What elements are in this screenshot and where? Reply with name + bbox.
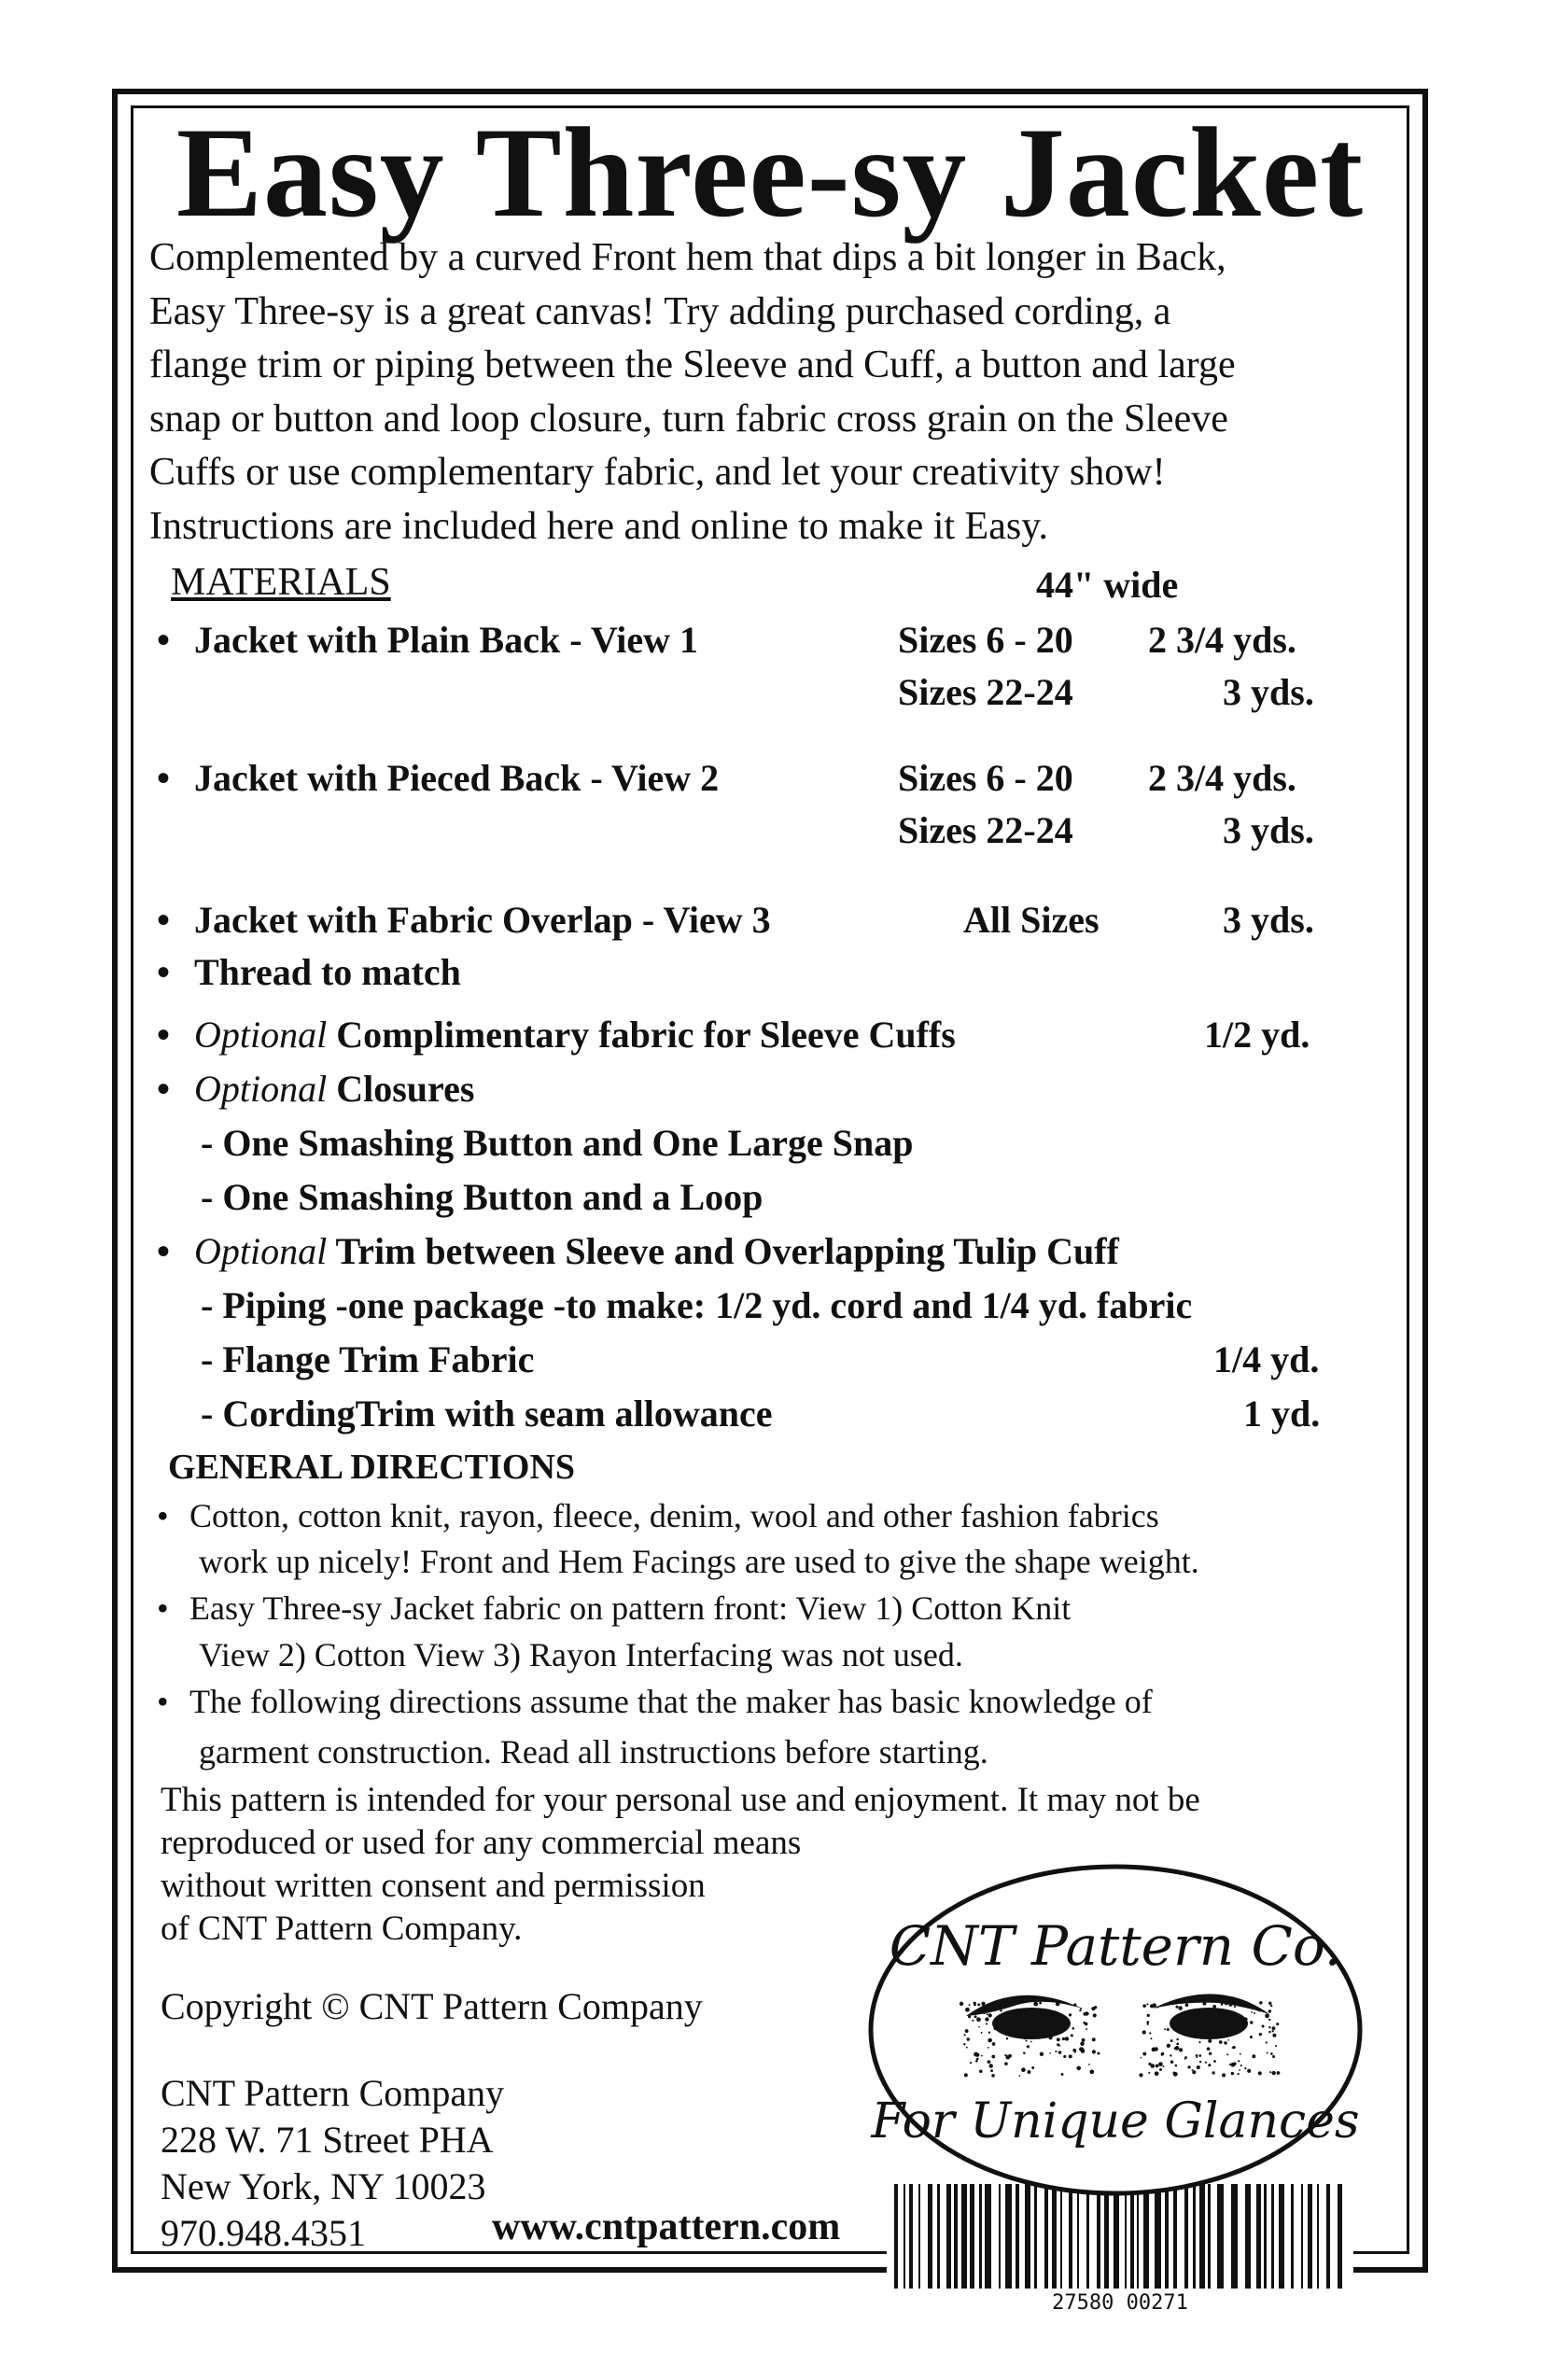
- address-line: 228 W. 71 Street PHA: [161, 2119, 494, 2161]
- intro-line: Easy Three-sy is a great canvas! Try adding purchased cording, a: [149, 289, 1171, 333]
- copyright-line: Copyright © CNT Pattern Company: [161, 1985, 703, 2027]
- logo-top-text: CNT Pattern Co.: [889, 1914, 1342, 1978]
- view2-qty-b: 3 yds.: [1223, 809, 1314, 851]
- general-bullet-3-line-2: garment construction. Read all instructions before starting.: [199, 1733, 988, 1771]
- trim-flange: - Flange Trim Fabric: [201, 1338, 535, 1380]
- notice-line: reproduced or used for any commercial means: [161, 1824, 802, 1862]
- view1-size-a: Sizes 6 - 20: [898, 619, 1073, 661]
- address-line: New York, NY 10023: [161, 2165, 486, 2207]
- closures-label: Closures: [327, 1068, 475, 1110]
- bullet: •: [157, 1068, 171, 1110]
- view3-size: All Sizes: [963, 899, 1100, 941]
- cnt-pattern-logo: [854, 1857, 1377, 2203]
- bullet: •: [157, 899, 171, 941]
- view2-qty-a: 2 3/4 yds.: [1148, 757, 1296, 799]
- optional-word: Optional: [194, 1068, 328, 1110]
- logo-bottom-text: For Unique Glances: [871, 2093, 1360, 2149]
- intro-line: flange trim or piping between the Sleeve and Cuff, a button and large: [149, 343, 1236, 386]
- bullet: •: [157, 1014, 171, 1056]
- trim-label: Trim between Sleeve and Overlapping Tulip Cuff: [327, 1230, 1119, 1272]
- optional-word: Optional: [194, 1014, 328, 1056]
- optional-closures-line: [194, 1067, 474, 1111]
- optional-cuffs-line: [194, 1013, 956, 1057]
- view1-qty-b: 3 yds.: [1223, 671, 1314, 713]
- intro-line: Instructions are included here and online to make it Easy.: [149, 504, 1048, 548]
- bullet: •: [157, 1589, 169, 1627]
- view2-size-b: Sizes 22-24: [898, 809, 1073, 851]
- bullet: •: [157, 951, 171, 993]
- intro-line: snap or button and loop closure, turn fabric cross grain on the Sleeve: [149, 397, 1228, 441]
- address-line: 970.948.4351: [161, 2212, 366, 2254]
- optional-trim-line: [194, 1229, 1119, 1273]
- general-bullet-3-line-1: The following directions assume that the maker has basic knowledge of: [189, 1683, 1153, 1720]
- closure-option-2: - One Smashing Button and a Loop: [201, 1176, 763, 1218]
- barcode-number: 27580 00271: [1052, 2291, 1188, 2315]
- trim-cording-qty: 1 yd.: [1243, 1393, 1321, 1435]
- company-address: [161, 2070, 504, 2257]
- materials-heading: MATERIALS: [171, 561, 391, 604]
- fabric-width-label: 44" wide: [1036, 564, 1179, 606]
- bullet: •: [157, 1230, 171, 1272]
- view3-qty: 3 yds.: [1223, 899, 1314, 941]
- thread-label: Thread to match: [194, 951, 461, 993]
- barcode: [887, 2184, 1353, 2315]
- closure-option-1: - One Smashing Button and One Large Snap: [201, 1122, 914, 1164]
- trim-flange-qty: 1/4 yd.: [1213, 1338, 1320, 1380]
- bullet: •: [157, 1497, 169, 1534]
- intro-paragraph: [149, 231, 1236, 553]
- bullet: •: [157, 757, 171, 799]
- cuffs-label: Complimentary fabric for Sleeve Cuffs: [327, 1014, 956, 1056]
- view2-label: Jacket with Pieced Back - View 2: [194, 757, 720, 799]
- website-link[interactable]: www.cntpattern.com: [492, 2205, 841, 2248]
- bullet: •: [157, 619, 171, 661]
- general-bullet-2-line-1: Easy Three-sy Jacket fabric on pattern front: View 1) Cotton Knit: [189, 1589, 1072, 1627]
- bullet: •: [157, 1683, 169, 1720]
- address-line: CNT Pattern Company: [161, 2072, 505, 2114]
- cuffs-qty: 1/2 yd.: [1204, 1014, 1310, 1056]
- page-title: Easy Three-sy Jacket: [175, 101, 1365, 244]
- general-bullet-2-line-2: View 2) Cotton View 3) Rayon Interfacing was not used.: [199, 1636, 963, 1673]
- view2-size-a: Sizes 6 - 20: [898, 757, 1073, 799]
- notice-line: This pattern is intended for your personal use and enjoyment. It may not be: [161, 1781, 1200, 1819]
- view1-qty-a: 2 3/4 yds.: [1148, 619, 1296, 661]
- intro-line: Complemented by a curved Front hem that dips a bit longer in Back,: [149, 236, 1226, 279]
- view1-size-b: Sizes 22-24: [898, 671, 1073, 713]
- intro-line: Cuffs or use complementary fabric, and let your creativity show!: [149, 451, 1166, 494]
- general-bullet-1-line-1: Cotton, cotton knit, rayon, fleece, denim, wool and other fashion fabrics: [189, 1497, 1159, 1534]
- general-directions-heading: GENERAL DIRECTIONS: [168, 1448, 576, 1487]
- general-bullet-1-line-2: work up nicely! Front and Hem Facings are used to give the shape weight.: [199, 1543, 1199, 1580]
- trim-cording: - CordingTrim with seam allowance: [201, 1393, 773, 1435]
- trim-piping: - Piping -one package -to make: 1/2 yd. cord and 1/4 yd. fabric: [201, 1284, 1193, 1326]
- view1-label: Jacket with Plain Back - View 1: [194, 619, 698, 661]
- view3-label: Jacket with Fabric Overlap - View 3: [194, 899, 771, 941]
- notice-line: without written consent and permission: [161, 1867, 706, 1905]
- optional-word: Optional: [194, 1230, 328, 1272]
- notice-line: of CNT Pattern Company.: [161, 1910, 523, 1948]
